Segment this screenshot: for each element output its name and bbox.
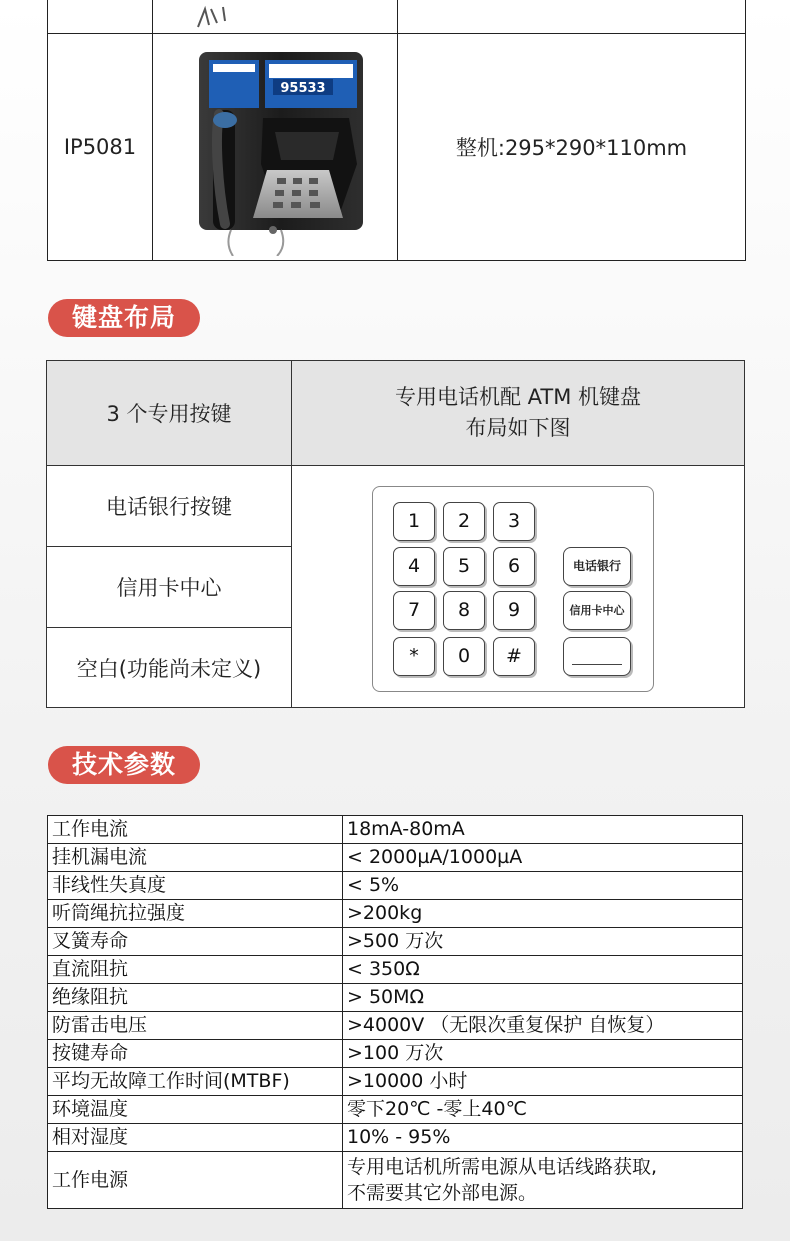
spec-row <box>48 872 743 900</box>
spec-row <box>48 1040 743 1068</box>
row-blank-key: 空白(功能尚未定义) <box>47 628 292 708</box>
spec-key: 环境温度 <box>48 1096 343 1124</box>
key-star: * <box>393 637 435 676</box>
spec-row <box>48 844 743 872</box>
spec-key: 直流阻抗 <box>48 956 343 984</box>
phone-sign-number: 95533 <box>280 81 326 96</box>
spec-row <box>48 1012 743 1040</box>
spec-key: 防雷击电压 <box>48 1012 343 1040</box>
key-hash: # <box>493 637 535 676</box>
prev-row-image-cell <box>153 0 398 34</box>
keyboard-desc-line2: 布局如下图 <box>465 416 571 440</box>
spec-value: < 5% <box>343 872 743 900</box>
spec-key: 相对湿度 <box>48 1124 343 1152</box>
prev-row-dim-cell <box>398 0 746 34</box>
spec-row <box>48 928 743 956</box>
spec-key: 按键寿命 <box>48 1040 343 1068</box>
spec-value: < 2000µA/1000µA <box>343 844 743 872</box>
spec-value: >4000V （无限次重复保护 自恢复） <box>343 1012 743 1040</box>
spec-key-power: 工作电源 <box>48 1152 343 1209</box>
spec-key: 绝缘阻抗 <box>48 984 343 1012</box>
key-3: 3 <box>493 502 535 541</box>
key-8: 8 <box>443 591 485 630</box>
spec-table <box>47 815 743 1209</box>
tech-params-badge: 技术参数 <box>48 746 200 784</box>
key-2: 2 <box>443 502 485 541</box>
key-6: 6 <box>493 547 535 586</box>
spec-row <box>48 956 743 984</box>
power-line1: 专用电话机所需电源从电话线路获取, <box>347 1156 658 1178</box>
spec-row <box>48 984 743 1012</box>
spec-key: 非线性失真度 <box>48 872 343 900</box>
spec-value: 10% - 95% <box>343 1124 743 1152</box>
model-cell: IP5081 <box>48 34 153 261</box>
key-1: 1 <box>393 502 435 541</box>
key-7: 7 <box>393 591 435 630</box>
key-4: 4 <box>393 547 435 586</box>
spec-value: < 350Ω <box>343 956 743 984</box>
phone-bank-function-key: 电话银行 <box>563 547 631 586</box>
payphone-image <box>153 34 397 256</box>
product-image-cell <box>153 34 398 261</box>
phone-cord-image <box>153 0 397 29</box>
special-keys-header: 3 个专用按键 <box>47 361 292 466</box>
keyboard-layout-badge: 键盘布局 <box>48 299 200 337</box>
spec-key: 叉簧寿命 <box>48 928 343 956</box>
spec-key: 平均无故障工作时间(MTBF) <box>48 1068 343 1096</box>
spec-value: > 50MΩ <box>343 984 743 1012</box>
power-line2: 不需要其它外部电源。 <box>347 1182 538 1204</box>
spec-key: 听筒绳抗拉强度 <box>48 900 343 928</box>
spec-row <box>48 1124 743 1152</box>
row-credit-card-key: 信用卡中心 <box>47 547 292 628</box>
spec-row <box>48 1096 743 1124</box>
prev-row-model-cell <box>48 0 153 34</box>
credit-card-function-key: 信用卡中心 <box>563 591 631 630</box>
spec-value: >200kg <box>343 900 743 928</box>
key-5: 5 <box>443 547 485 586</box>
spec-key: 挂机漏电流 <box>48 844 343 872</box>
product-table <box>47 0 746 261</box>
spec-value: >10000 小时 <box>343 1068 743 1096</box>
key-0: 0 <box>443 637 485 676</box>
spec-row <box>48 900 743 928</box>
spec-value: 零下20℃ -零上40℃ <box>343 1096 743 1124</box>
spec-row-power <box>48 1152 743 1209</box>
spec-row <box>48 816 743 844</box>
dimension-cell: 整机:295*290*110mm <box>398 34 746 261</box>
spec-value: 18mA-80mA <box>343 816 743 844</box>
blank-function-key <box>563 637 631 676</box>
key-9: 9 <box>493 591 535 630</box>
spec-row <box>48 1068 743 1096</box>
keypad-diagram <box>372 486 654 692</box>
keyboard-description-header <box>292 361 745 466</box>
spec-value: >100 万次 <box>343 1040 743 1068</box>
keyboard-desc-line1: 专用电话机配 ATM 机键盘 <box>394 385 642 409</box>
row-phone-bank-key: 电话银行按键 <box>47 466 292 547</box>
blank-key-line <box>572 664 622 665</box>
spec-key: 工作电流 <box>48 816 343 844</box>
spec-value: >500 万次 <box>343 928 743 956</box>
spec-value-power <box>343 1152 743 1209</box>
